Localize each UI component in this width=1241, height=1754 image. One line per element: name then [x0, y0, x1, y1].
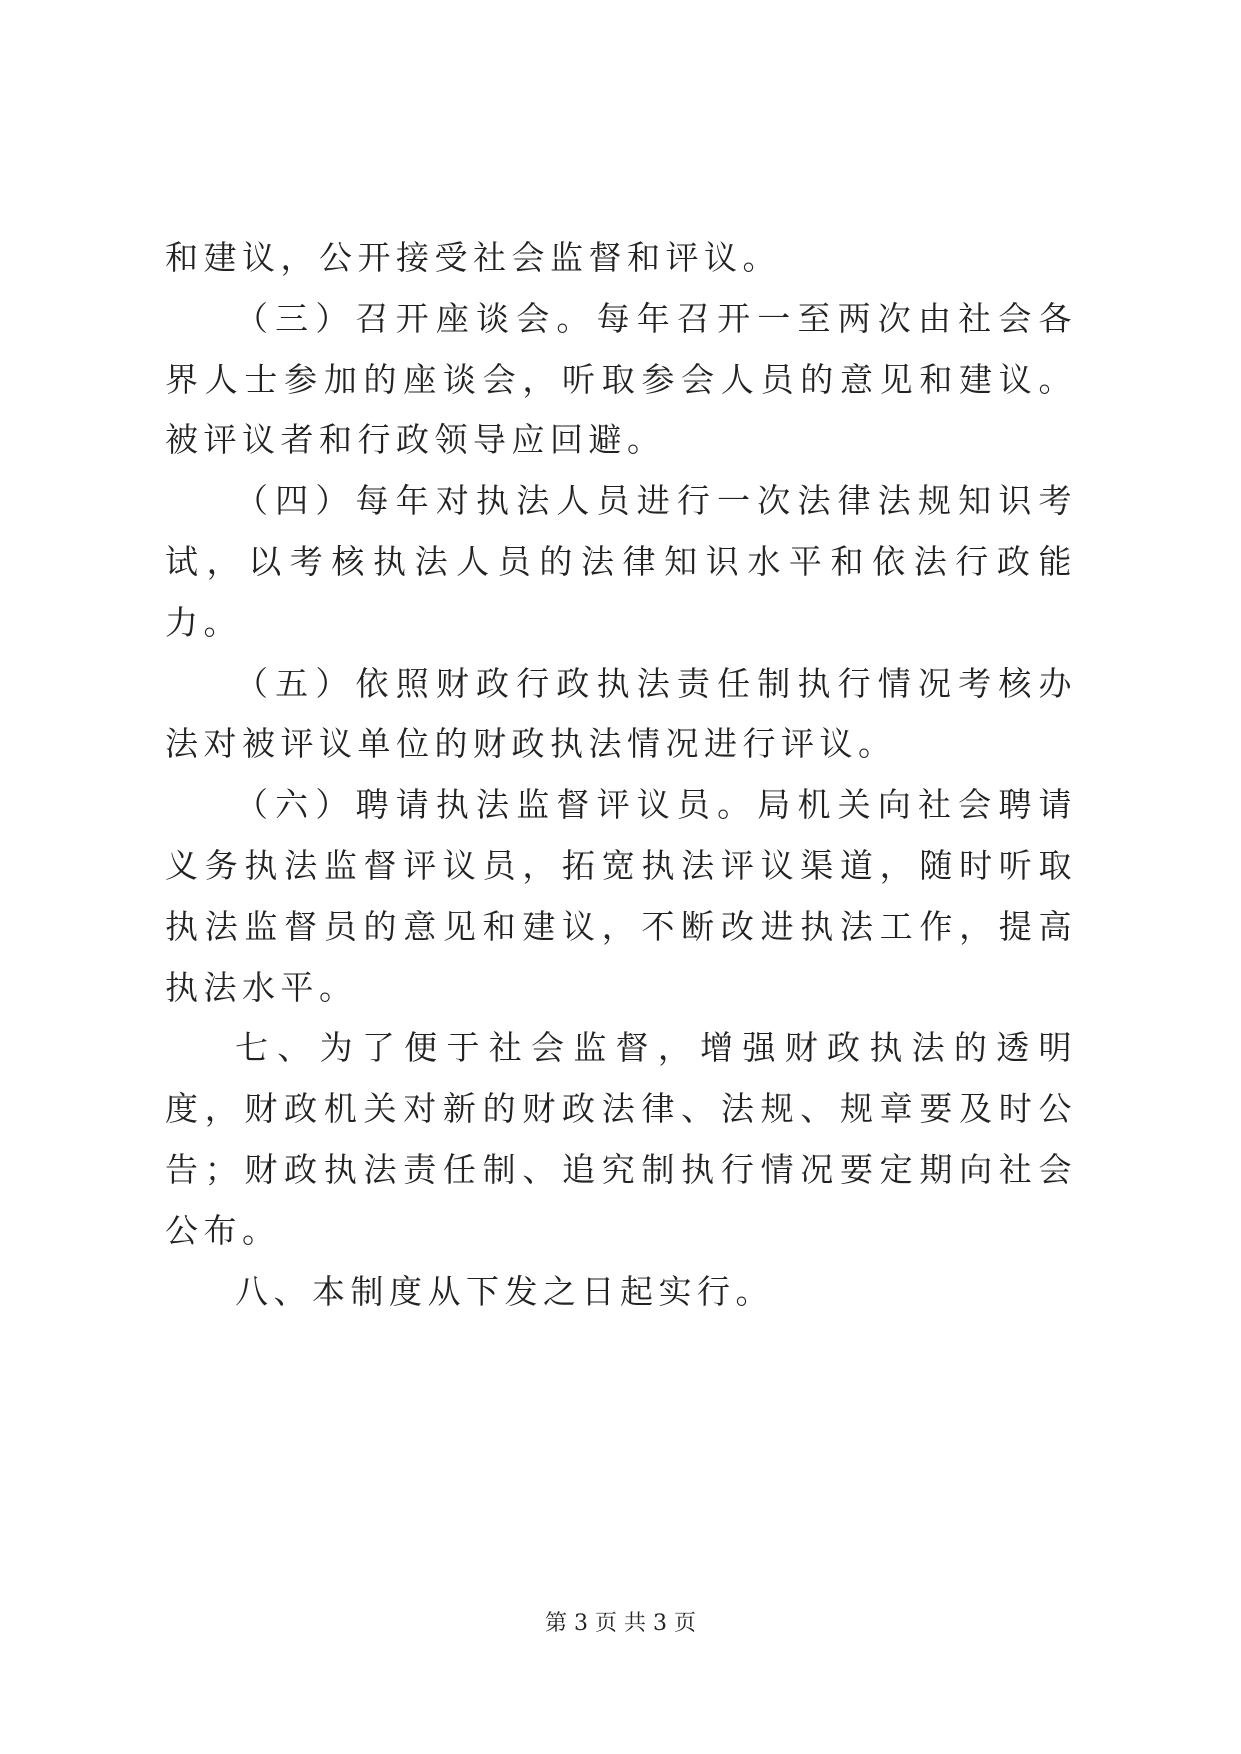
paragraph-item-3: （三）召开座谈会。每年召开一至两次由社会各界人士参加的座谈会，听取参会人员的意见和建议。被评议者和行政领导应回避。 — [165, 298, 1077, 460]
page-number-footer: 第 3 页 共 3 页 — [545, 1611, 696, 1636]
paragraph-continuation: 和建议，公开接受社会监督和评议。 — [165, 238, 781, 277]
document-body — [165, 228, 1077, 1322]
paragraph-article-8: 八、本制度从下发之日起实行。 — [235, 1271, 774, 1311]
paragraph-item-4: （四）每年对执法人员进行一次法律法规知识考试，以考核执法人员的法律知识水平和依法行政能力。 — [165, 481, 1077, 642]
paragraph-article-7: 七、为了便于社会监督，增强财政执法的透明度，财政机关对新的财政法律、法规、规章要及时公告；财政执法责任制、追究制执行情况要定期向社会公布。 — [165, 1028, 1077, 1250]
paragraph-item-5: （五）依照财政行政执法责任制执行情况考核办法对被评议单位的财政执法情况进行评议。 — [165, 663, 1077, 764]
paragraph-item-6: （六）聘请执法监督评议员。局机关向社会聘请义务执法监督评议员，拓宽执法评议渠道，随时听取执法监督员的意见和建议，不断改进执法工作，提高执法水平。 — [165, 785, 1077, 1007]
